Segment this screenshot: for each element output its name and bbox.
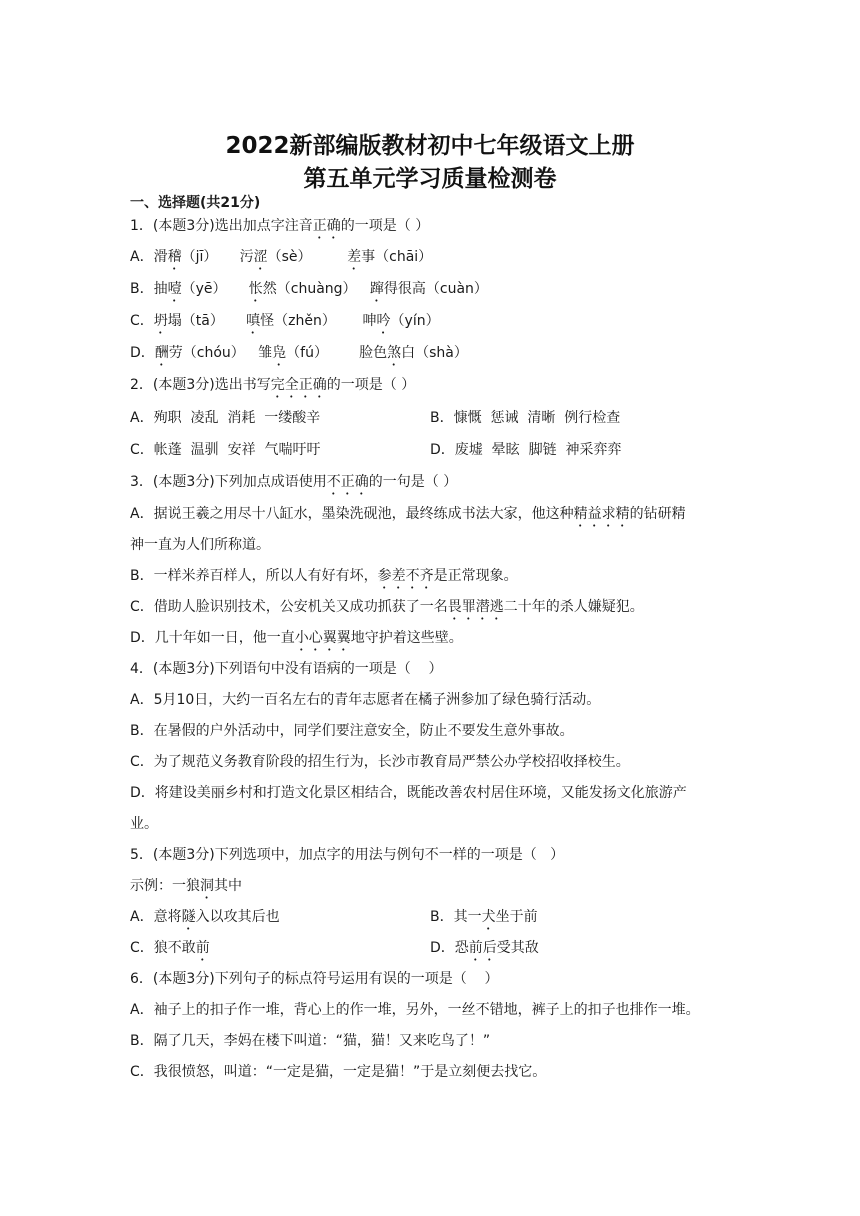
question-6-stem: 6．(本题3分)下列句子的标点符号运用有误的一项是（ ） — [130, 971, 499, 987]
question-5-option-d: D．恐前后受其敌 — [430, 940, 539, 956]
question-2-stem: 2．(本题3分)选出书写完全正确的一项是（ ） — [130, 377, 416, 393]
question-1-option-c: C．坍塌（tā） 嗔怪（zhěn） 呻吟（yín） — [130, 313, 440, 329]
doc-title-line2: 第五单元学习质量检测卷 — [303, 166, 557, 192]
question-1-option-a: A．滑稽（jī） 污涩（sè） 差事（chāi） — [130, 249, 433, 265]
question-6-option-a: A．袖子上的扣子作一堆，背心上的作一堆，另外，一丝不错地，裤子上的扣子也排作一堆。 — [130, 1002, 700, 1018]
section-heading: 一、选择题(共21分) — [130, 195, 261, 211]
question-3-option-a: A．据说王羲之用尽十八缸水，墨染洗砚池，最终练成书法大家，他这种精益求精的钻研精 — [130, 506, 686, 522]
question-3-option-d: D．几十年如一日，他一直小心翼翼地守护着这些壁。 — [130, 630, 463, 646]
question-4-option-b: B．在暑假的户外活动中，同学们要注意安全，防止不要发生意外事故。 — [130, 723, 574, 739]
question-4-option-c: C．为了规范义务教育阶段的招生行为，长沙市教育局严禁公办学校招收择校生。 — [130, 754, 630, 770]
question-4-stem: 4．(本题3分)下列语句中没有语病的一项是（ ） — [130, 661, 443, 677]
question-2-option-c: C．帐蓬 温驯 安祥 气喘吁吁 — [130, 442, 321, 458]
question-2-option-b: B．慷慨 惩诫 清晰 例行检查 — [430, 410, 621, 426]
question-2-option-d: D．废墟 晕眩 脚链 神采弈弈 — [430, 442, 622, 458]
doc-title-line1: 2022新部编版教材初中七年级语文上册 — [225, 133, 635, 159]
question-4-option-a: A．5月10日，大约一百名左右的青年志愿者在橘子洲参加了绿色骑行活动。 — [130, 692, 601, 708]
question-5-option-c: C．狼不敢前 — [130, 940, 210, 956]
question-6-option-c: C．我很愤怒，叫道：“一定是猫，一定是猫！”于是立刻便去找它。 — [130, 1064, 547, 1080]
question-2-option-a: A．殉职 凌乱 消耗 一缕酸辛 — [130, 410, 321, 426]
question-5-stem: 5．(本题3分)下列选项中，加点字的用法与例句不一样的一项是（ ） — [130, 847, 565, 863]
question-3-option-c: C．借助人脸识别技术，公安机关又成功抓获了一名畏罪潜逃二十年的杀人嫌疑犯。 — [130, 599, 644, 615]
question-1-option-d: D．酬劳（chóu） 雏凫（fú） 脸色煞白（shà） — [130, 345, 468, 361]
question-5-option-a: A．意将隧入以攻其后也 — [130, 909, 280, 925]
question-6-option-b: B．隔了几天，李妈在楼下叫道：“猫，猫！又来吃鸟了！” — [130, 1033, 491, 1049]
emphasis-mark: 正确 — [312, 218, 341, 234]
question-1-stem: 1．(本题3分)选出加点字注音正确的一项是（ ） — [130, 218, 430, 234]
question-5-example: 示例：一狼洞其中 — [130, 878, 242, 894]
question-5-option-b: B．其一犬坐于前 — [430, 909, 538, 925]
question-1-option-b: B．抽噎（yē） 怅然（chuàng） 蹿得很高（cuàn） — [130, 281, 488, 297]
question-4-option-d-cont: 业。 — [130, 816, 158, 832]
question-3-option-a-cont: 神一直为人们所称道。 — [130, 537, 270, 553]
question-3-option-b: B．一样米养百样人，所以人有好有坏，参差不齐是正常现象。 — [130, 568, 518, 584]
question-4-option-d: D．将建设美丽乡村和打造文化景区相结合，既能改善农村居住环境，又能发扬文化旅游产 — [130, 785, 687, 801]
question-3-stem: 3．(本题3分)下列加点成语使用不正确的一句是（ ） — [130, 474, 458, 490]
